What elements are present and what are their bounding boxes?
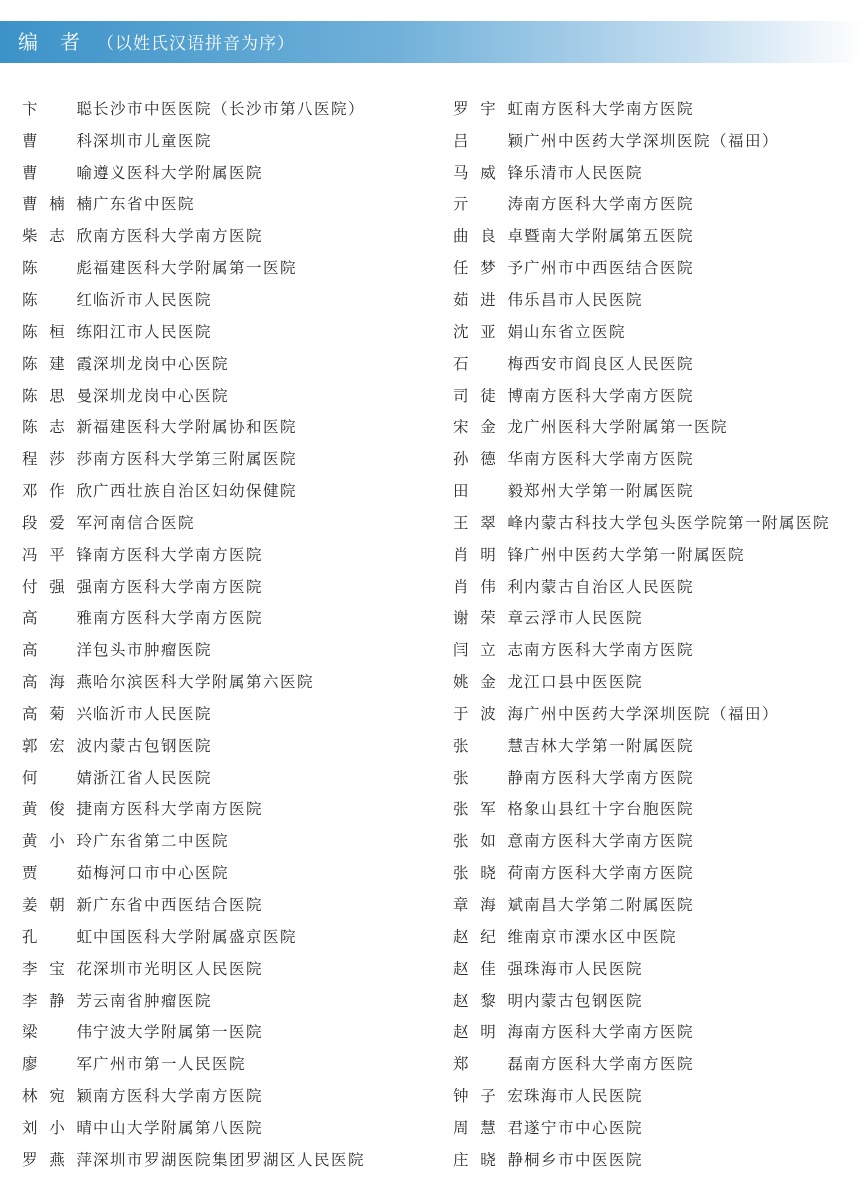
editor-name: 张如意: [453, 832, 523, 851]
editor-affiliation: 临沂市人民医院: [93, 704, 213, 723]
editor-entry: [453, 283, 830, 315]
editor-name: 亓 涛: [453, 195, 523, 214]
editor-name: 赵明海: [453, 1023, 523, 1042]
editor-name: 廖 军: [22, 1055, 92, 1074]
editor-entry: [22, 633, 365, 665]
editor-affiliation: 南方医科大学南方医院: [93, 227, 264, 246]
editor-name: 赵佳强: [453, 959, 523, 978]
editor-entry: [22, 347, 365, 379]
editor-entry: [453, 474, 830, 506]
editor-name: 张 静: [453, 768, 523, 787]
editor-affiliation: 南方医科大学南方医院: [524, 450, 695, 469]
editor-name: 曹楠楠: [22, 195, 92, 214]
editor-entry: [22, 952, 365, 984]
editor-affiliation: 内蒙古包钢医院: [93, 736, 213, 755]
section-title: 编 者: [18, 30, 81, 54]
editor-name: 邓作欣: [22, 482, 92, 501]
editor-name: 孔 虹: [22, 927, 92, 946]
editor-entry: [453, 729, 830, 761]
editor-affiliation: 广州医科大学附属第一医院: [524, 418, 729, 437]
editor-affiliation: 乐昌市人民医院: [524, 290, 644, 309]
editor-affiliation: 广西壮族自治区妇幼保健院: [93, 482, 298, 501]
editor-name: 曲良卓: [453, 227, 523, 246]
editor-name: 黄俊捷: [22, 800, 92, 819]
editor-name: 茹进伟: [453, 290, 523, 309]
editor-entry: [22, 315, 365, 347]
editor-entry: [22, 538, 365, 570]
editor-name: 庄晓静: [453, 1150, 523, 1169]
editor-affiliation: 深圳龙岗中心医院: [93, 354, 230, 373]
editor-affiliation: 桐乡市中医医院: [524, 1150, 644, 1169]
editor-name: 高 洋: [22, 641, 92, 660]
editor-name: 黄小玲: [22, 832, 92, 851]
editor-affiliation: 南方医科大学南方医院: [93, 577, 264, 596]
editor-affiliation: 云浮市人民医院: [524, 609, 644, 628]
editor-affiliation: 福建医科大学附属协和医院: [93, 418, 298, 437]
editor-affiliation: 深圳市儿童医院: [93, 131, 213, 150]
editor-affiliation: 西安市阎良区人民医院: [524, 354, 695, 373]
editor-name: 王翠峰: [453, 513, 523, 532]
editor-name: 陈建霞: [22, 354, 92, 373]
editor-entry: [453, 1079, 830, 1111]
editor-entry: [453, 888, 830, 920]
editor-name: 柴志欣: [22, 227, 92, 246]
editor-entry: [22, 1079, 365, 1111]
editor-affiliation: 南方医科大学南方医院: [524, 1023, 695, 1042]
editor-affiliation: 南方医科大学南方医院: [524, 641, 695, 660]
editor-entry: [22, 188, 365, 220]
editor-name: 卞 聪: [22, 99, 92, 118]
editor-affiliation: 临沂市人民医院: [93, 290, 213, 309]
editor-name: 田 毅: [453, 482, 523, 501]
editor-entry: [453, 633, 830, 665]
editor-entry: [22, 888, 365, 920]
editor-entry: [453, 665, 830, 697]
editor-name: 张军格: [453, 800, 523, 819]
editor-entry: [22, 793, 365, 825]
editor-name: 郭宏波: [22, 736, 92, 755]
editor-name: 郑 磊: [453, 1055, 523, 1074]
editor-entry: [22, 697, 365, 729]
editor-entry: [453, 1015, 830, 1047]
editor-entry: [22, 124, 365, 156]
editor-name: 段爱军: [22, 513, 92, 532]
editor-affiliation: 浙江省人民医院: [93, 768, 213, 787]
editor-affiliation: 珠海市人民医院: [524, 959, 644, 978]
editor-affiliation: 南方医科大学南方医院: [524, 99, 695, 118]
editor-affiliation: 广东省第二中医院: [93, 832, 230, 851]
editor-name: 罗宇虹: [453, 99, 523, 118]
editor-name: 曹 科: [22, 131, 92, 150]
editor-entry: [453, 602, 830, 634]
editor-entry: [453, 697, 830, 729]
editor-entry: [453, 379, 830, 411]
editor-entry: [453, 984, 830, 1016]
editor-affiliation: 福建医科大学附属第一医院: [93, 259, 298, 278]
editor-entry: [22, 410, 365, 442]
editor-affiliation: 南京市溧水区中医院: [524, 927, 678, 946]
editor-name: 曹 喻: [22, 163, 92, 182]
editor-name: 李静芳: [22, 991, 92, 1010]
editor-name: 陈思曼: [22, 386, 92, 405]
editor-name: 姚金龙: [453, 673, 523, 692]
editor-name: 陈桓练: [22, 322, 92, 341]
editor-name: 陈 彪: [22, 259, 92, 278]
editor-entry: [22, 92, 365, 124]
editor-affiliation: 中山大学附属第八医院: [93, 1118, 264, 1137]
editor-name: 陈 红: [22, 290, 92, 309]
editor-affiliation: 珠海市人民医院: [524, 1087, 644, 1106]
editor-name: 高海燕: [22, 673, 92, 692]
editor-affiliation: 南方医科大学南方医院: [93, 800, 264, 819]
editor-name: 赵黎明: [453, 991, 523, 1010]
editor-entry: [453, 538, 830, 570]
editor-affiliation: 南方医科大学南方医院: [524, 386, 695, 405]
editor-affiliation: 广东省中西医结合医院: [93, 896, 264, 915]
editor-entry: [22, 474, 365, 506]
editor-affiliation: 南方医科大学南方医院: [524, 864, 695, 883]
editor-name: 冯平锋: [22, 545, 92, 564]
editor-affiliation: 中国医科大学附属盛京医院: [93, 927, 298, 946]
editor-entry: [453, 251, 830, 283]
editor-affiliation: 广州中医药大学第一附属医院: [524, 545, 746, 564]
editor-name: 张 慧: [453, 736, 523, 755]
editor-name: 周慧君: [453, 1118, 523, 1137]
editor-entry: [453, 952, 830, 984]
editor-entry: [22, 1047, 365, 1079]
editor-entry: [453, 410, 830, 442]
editor-affiliation: 哈尔滨医科大学附属第六医院: [93, 673, 315, 692]
editor-affiliation: 深圳市光明区人民医院: [93, 959, 264, 978]
editor-entry: [22, 920, 365, 952]
editor-entry: [22, 379, 365, 411]
editor-entry: [22, 1143, 365, 1175]
editor-affiliation: 乐清市人民医院: [524, 163, 644, 182]
editor-name: 于波海: [453, 704, 523, 723]
editor-affiliation: 山东省立医院: [524, 322, 627, 341]
editor-name: 石 梅: [453, 354, 523, 373]
editor-affiliation: 南方医科大学南方医院: [524, 195, 695, 214]
editor-affiliation: 南方医科大学南方医院: [524, 832, 695, 851]
editor-affiliation: 南方医科大学南方医院: [93, 1087, 264, 1106]
editor-entry: [453, 761, 830, 793]
editor-affiliation: 宁波大学附属第一医院: [93, 1023, 264, 1042]
editor-entry: [22, 219, 365, 251]
editor-affiliation: 南方医科大学南方医院: [93, 545, 264, 564]
editor-entry: [22, 442, 365, 474]
editor-affiliation: 深圳市罗湖医院集团罗湖区人民医院: [93, 1150, 366, 1169]
editor-entry: [453, 188, 830, 220]
editor-affiliation: 南方医科大学南方医院: [524, 1055, 695, 1074]
editor-affiliation: 南方医科大学南方医院: [524, 768, 695, 787]
editor-name: 谢荣章: [453, 609, 523, 628]
editor-name: 林宛颖: [22, 1087, 92, 1106]
editor-name: 张晓荷: [453, 864, 523, 883]
editor-entry: [453, 124, 830, 156]
editor-entry: [22, 570, 365, 602]
editor-entry: [453, 506, 830, 538]
editor-entry: [453, 347, 830, 379]
right-column: [453, 92, 830, 1175]
editor-affiliation: 江口县中医医院: [524, 673, 644, 692]
editor-affiliation: 遂宁市中心医院: [524, 1118, 644, 1137]
section-subtitle: （以姓氏汉语拼音为序）: [97, 34, 295, 54]
editor-name: 钟子宏: [453, 1087, 523, 1106]
editor-name: 马威锋: [453, 163, 523, 182]
editor-name: 宋金龙: [453, 418, 523, 437]
editor-name: 沈亚娟: [453, 322, 523, 341]
editor-name: 肖明锋: [453, 545, 523, 564]
editor-affiliation: 内蒙古自治区人民医院: [524, 577, 695, 596]
editor-name: 高 雅: [22, 609, 92, 628]
editor-affiliation: 南昌大学第二附属医院: [524, 896, 695, 915]
editor-affiliation: 梅河口市中心医院: [93, 864, 230, 883]
editor-affiliation: 南方医科大学南方医院: [93, 609, 264, 628]
editor-affiliation: 郑州大学第一附属医院: [524, 482, 695, 501]
editor-entry: [22, 824, 365, 856]
editor-name: 章海斌: [453, 896, 523, 915]
editor-entry: [453, 570, 830, 602]
editor-name: 肖伟利: [453, 577, 523, 596]
editor-name: 贾 茹: [22, 864, 92, 883]
editor-name: 罗燕萍: [22, 1150, 92, 1169]
editor-affiliation: 广东省中医院: [93, 195, 196, 214]
editor-entry: [453, 1047, 830, 1079]
editor-affiliation: 暨南大学附属第五医院: [524, 227, 695, 246]
editor-entry: [22, 984, 365, 1016]
editor-affiliation: 包头市肿瘤医院: [93, 641, 213, 660]
editor-name: 高菊兴: [22, 704, 92, 723]
editor-affiliation: 阳江市人民医院: [93, 322, 213, 341]
editor-entry: [453, 92, 830, 124]
editor-entry: [453, 156, 830, 188]
editor-entry: [453, 219, 830, 251]
editor-name: 吕 颖: [453, 131, 523, 150]
editor-name: 刘小晴: [22, 1118, 92, 1137]
editor-entry: [22, 602, 365, 634]
editor-entry: [22, 729, 365, 761]
editor-entry: [22, 283, 365, 315]
editor-name: 程莎莎: [22, 450, 92, 469]
editor-name: 孙德华: [453, 450, 523, 469]
editor-affiliation: 南方医科大学第三附属医院: [93, 450, 298, 469]
editor-affiliation: 象山县红十字台胞医院: [524, 800, 695, 819]
editor-entry: [453, 442, 830, 474]
editor-entry: [453, 920, 830, 952]
editor-entry: [22, 1111, 365, 1143]
editor-affiliation: 云南省肿瘤医院: [93, 991, 213, 1010]
editor-name: 任梦予: [453, 259, 523, 278]
editor-affiliation: 遵义医科大学附属医院: [93, 163, 264, 182]
editor-affiliation: 广州市中西医结合医院: [524, 259, 695, 278]
editor-entry: [22, 251, 365, 283]
editor-entry: [22, 856, 365, 888]
editor-affiliation: 深圳龙岗中心医院: [93, 386, 230, 405]
editor-name: 闫立志: [453, 641, 523, 660]
editor-entry: [453, 824, 830, 856]
editor-entry: [453, 793, 830, 825]
editor-affiliation: 广州中医药大学深圳医院（福田）: [524, 131, 780, 150]
editor-entry: [453, 1143, 830, 1175]
editor-affiliation: 河南信合医院: [93, 513, 196, 532]
editor-name: 陈志新: [22, 418, 92, 437]
editor-entry: [453, 315, 830, 347]
editor-name: 付强强: [22, 577, 92, 596]
editor-entry: [453, 1111, 830, 1143]
editor-affiliation: 广州市第一人民医院: [93, 1055, 247, 1074]
editor-entry: [22, 156, 365, 188]
editor-entry: [22, 1015, 365, 1047]
editor-name: 赵纪维: [453, 927, 523, 946]
editor-name: 姜朝新: [22, 896, 92, 915]
editor-name: 梁 伟: [22, 1023, 92, 1042]
left-column: [22, 92, 365, 1175]
editor-entry: [453, 856, 830, 888]
editor-affiliation: 内蒙古包钢医院: [524, 991, 644, 1010]
editor-name: 何 婧: [22, 768, 92, 787]
editor-affiliation: 长沙市中医医院（长沙市第八医院）: [93, 99, 366, 118]
editor-name: 司徒博: [453, 386, 523, 405]
editor-affiliation: 吉林大学第一附属医院: [524, 736, 695, 755]
editor-affiliation: 内蒙古科技大学包头医学院第一附属医院: [524, 513, 831, 532]
editor-entry: [22, 506, 365, 538]
editor-name: 李宝花: [22, 959, 92, 978]
editor-affiliation: 广州中医药大学深圳医院（福田）: [524, 704, 780, 723]
editor-entry: [22, 665, 365, 697]
section-header: [18, 21, 295, 63]
editor-entry: [22, 761, 365, 793]
